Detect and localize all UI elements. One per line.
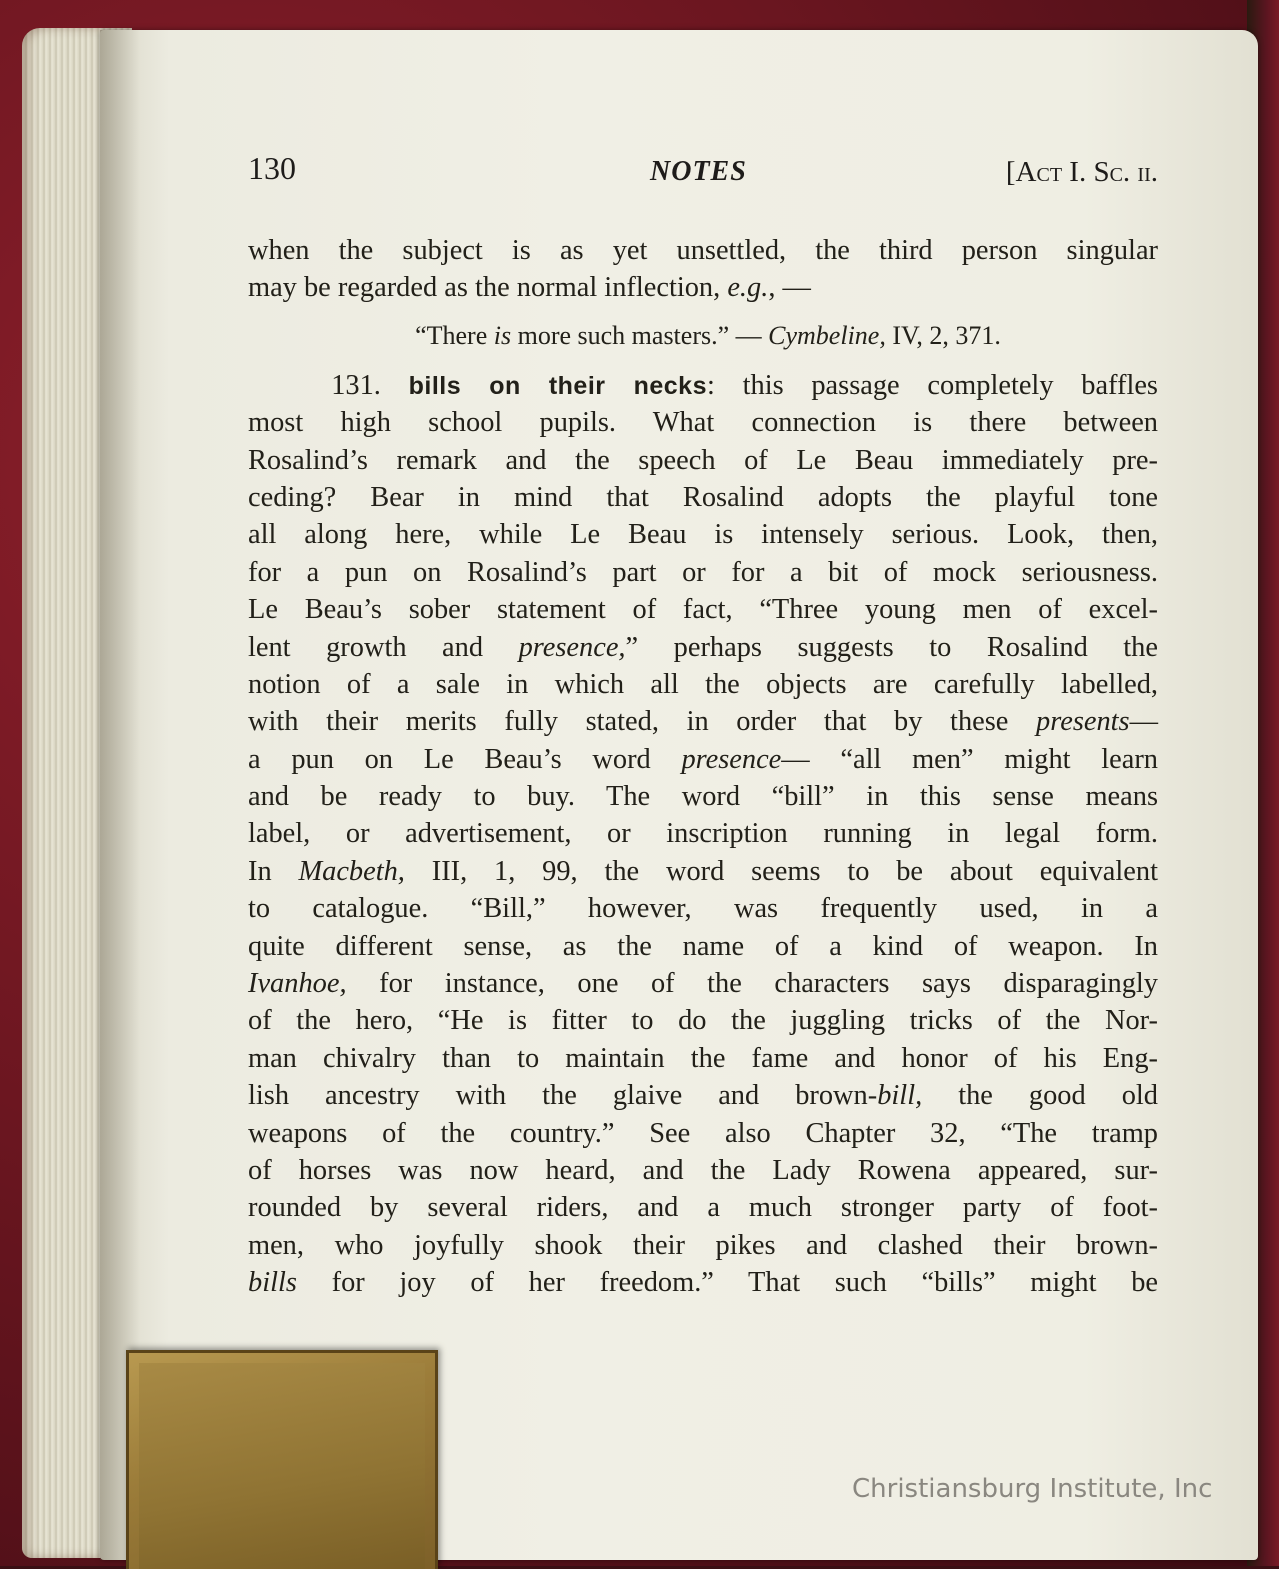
text-line: In Macbeth, III, 1, 99, the word seems to be about equivalent bbox=[248, 855, 1158, 887]
block-quote: “There is more such masters.” — Cymbeline, IV, 2, 371. bbox=[415, 320, 1001, 350]
text-line: bills for joy of her freedom.” That such “bills” might be bbox=[248, 1267, 1158, 1299]
brass-page-clip bbox=[126, 1350, 438, 1569]
text-line: lish ancestry with the glaive and brown-bill, the good old bbox=[248, 1080, 1158, 1112]
text-line: rounded by several riders, and a much stronger party of foot- bbox=[248, 1192, 1158, 1224]
text-line: when the subject is as yet unsettled, the third person singular bbox=[248, 235, 1158, 266]
text-line: all along here, while Le Beau is intensely serious. Look, then, bbox=[248, 519, 1158, 551]
text-line: label, or advertisement, or inscription running in legal form. bbox=[248, 818, 1158, 850]
text-line: of horses was now heard, and the Lady Rowena appeared, sur- bbox=[248, 1154, 1158, 1186]
text-line: of the hero, “He is fitter to do the juggling tricks of the Nor- bbox=[248, 1005, 1158, 1037]
note-term: bills on their necks bbox=[408, 371, 707, 400]
text-line: Rosalind’s remark and the speech of Le Beau immediately pre- bbox=[248, 444, 1158, 476]
text-line: for a pun on Rosalind’s part or for a bit of mock seriousness. bbox=[248, 556, 1158, 588]
text-line: may be regarded as the normal inflection, e.g., — bbox=[248, 272, 811, 304]
text-line: and be ready to buy. The word “bill” in this sense means bbox=[248, 781, 1158, 813]
text-line: men, who joyfully shook their pikes and clashed their brown- bbox=[248, 1229, 1158, 1261]
text-line: with their merits fully stated, in order that by these presents— bbox=[248, 706, 1158, 738]
text-line: weapons of the country.” See also Chapter 32, “The tramp bbox=[248, 1117, 1158, 1149]
page-body bbox=[248, 232, 1158, 1302]
text-line: quite different sense, as the name of a kind of weapon. In bbox=[248, 930, 1158, 962]
text-line: most high school pupils. What connection is there between bbox=[248, 407, 1158, 439]
text-line: ceding? Bear in mind that Rosalind adopts the playful tone bbox=[248, 481, 1158, 513]
gutter-shadow bbox=[100, 30, 140, 1560]
text-line: Le Beau’s sober statement of fact, “Three young men of excel- bbox=[248, 594, 1158, 626]
page-header bbox=[248, 148, 1158, 194]
act-reference: [Act I. Sc. ii. bbox=[1005, 156, 1158, 188]
text-line: lent growth and presence,” perhaps suggests to Rosalind the bbox=[248, 631, 1158, 663]
text-line: notion of a sale in which all the objects are carefully labelled, bbox=[248, 668, 1158, 700]
running-title: NOTES bbox=[650, 156, 747, 187]
text-line: Ivanhoe, for instance, one of the characters says disparagingly bbox=[248, 968, 1158, 1000]
watermark: Christiansburg Institute, Inc bbox=[852, 1474, 1213, 1504]
text-line: 131. bills on their necks: this passage completely baffles bbox=[331, 369, 1158, 401]
text-line: to catalogue. “Bill,” however, was frequently used, in a bbox=[248, 893, 1158, 925]
text-line: man chivalry than to maintain the fame and honor of his Eng- bbox=[248, 1042, 1158, 1074]
text-line: a pun on Le Beau’s word presence— “all men” might learn bbox=[248, 743, 1158, 775]
page-number: 130 bbox=[248, 150, 296, 186]
